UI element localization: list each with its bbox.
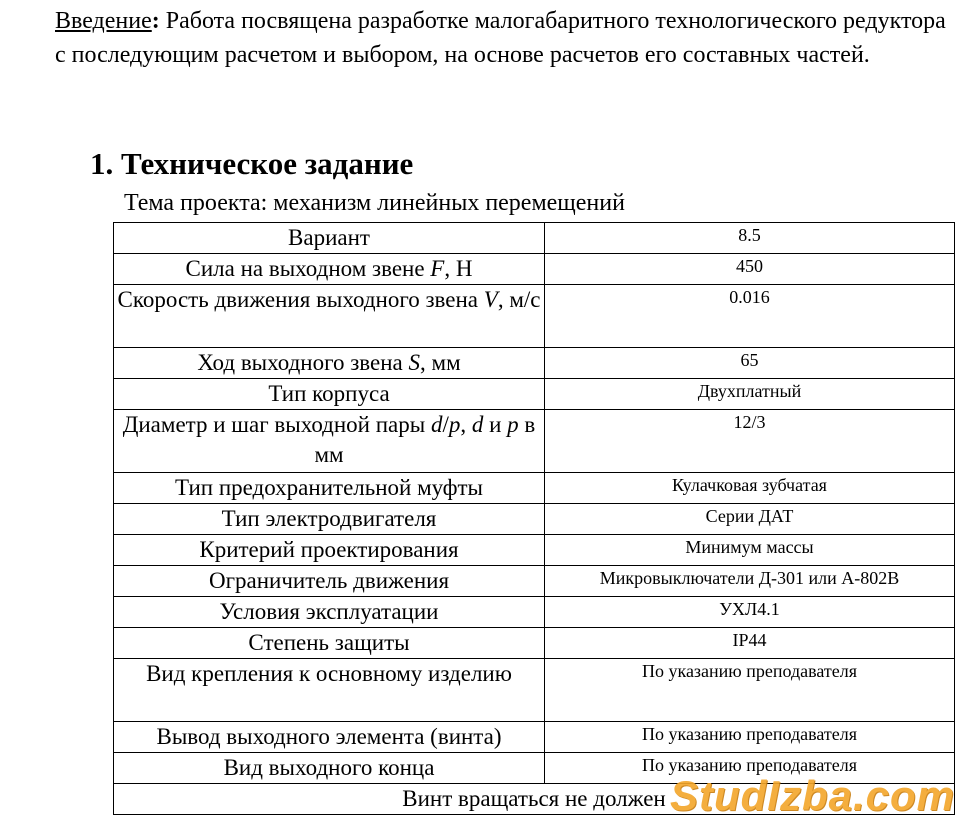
intro-paragraph: [55, 4, 950, 72]
section-title: 1. Техническое задание: [90, 146, 414, 181]
row-label: Ход выходного звена S, мм: [114, 348, 545, 379]
row-label: Вид крепления к основному изделию: [114, 659, 545, 722]
row-label: Тип предохранительной муфты: [114, 473, 545, 504]
row-value: 8.5: [545, 223, 955, 254]
row-value: IP44: [545, 628, 955, 659]
row-value: Микровыключатели Д-301 или А-802В: [545, 566, 955, 597]
row-label: Тип электродвигателя: [114, 504, 545, 535]
footer-note: Винт вращаться не должен: [114, 784, 955, 815]
row-value: Двухплатный: [545, 379, 955, 410]
table-row: [114, 223, 955, 254]
table-row: [114, 504, 955, 535]
table-row: [114, 659, 955, 722]
table-row: [114, 535, 955, 566]
row-label: Условия эксплуатации: [114, 597, 545, 628]
intro-lead: Введение: [55, 8, 152, 34]
row-value: По указанию преподавателя: [545, 753, 955, 784]
row-value: 12/3: [545, 410, 955, 473]
row-value: Серии ДАТ: [545, 504, 955, 535]
row-label: Сила на выходном звене F, Н: [114, 254, 545, 285]
spec-table: [113, 222, 955, 815]
table-row: [114, 566, 955, 597]
project-topic: Тема проекта: механизм линейных перемещений: [124, 190, 625, 216]
table-row: [114, 784, 955, 815]
table-row: [114, 473, 955, 504]
row-value: По указанию преподавателя: [545, 659, 955, 722]
row-label: Тип корпуса: [114, 379, 545, 410]
watermark-logo: StudIzba.com: [670, 772, 956, 819]
row-label: Вид выходного конца: [114, 753, 545, 784]
row-label: Критерий проектирования: [114, 535, 545, 566]
row-value: УХЛ4.1: [545, 597, 955, 628]
table-row: [114, 285, 955, 348]
row-label: Ограничитель движения: [114, 566, 545, 597]
table-row: [114, 348, 955, 379]
row-label: Диаметр и шаг выходной пары d/p, d и p в мм: [114, 410, 545, 473]
row-value: Кулачковая зубчатая: [545, 473, 955, 504]
row-label: Вывод выходного элемента (винта): [114, 722, 545, 753]
row-value: 65: [545, 348, 955, 379]
intro-text: Работа посвящена разработке малогабаритного технологического редуктора с последующим расчетом и выбором, на основе расчетов его составных частей.: [55, 8, 946, 68]
table-row: [114, 753, 955, 784]
row-label: Вариант: [114, 223, 545, 254]
row-value: 450: [545, 254, 955, 285]
table-row: [114, 379, 955, 410]
table-row: [114, 254, 955, 285]
row-label: Скорость движения выходного звена V, м/с: [114, 285, 545, 348]
table-row: [114, 410, 955, 473]
row-value: 0.016: [545, 285, 955, 348]
table-row: [114, 597, 955, 628]
table-row: [114, 628, 955, 659]
table-row: [114, 722, 955, 753]
row-value: Минимум массы: [545, 535, 955, 566]
row-value: По указанию преподавателя: [545, 722, 955, 753]
intro-colon: :: [151, 8, 160, 34]
row-label: Степень защиты: [114, 628, 545, 659]
